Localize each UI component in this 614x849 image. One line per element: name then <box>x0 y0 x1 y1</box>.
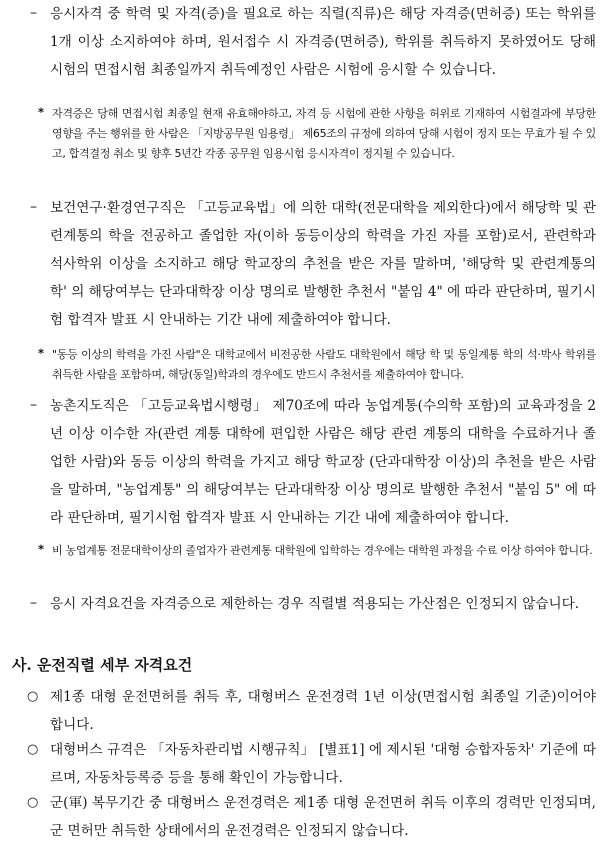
note-text: "동등 이상의 학력을 가진 사람"은 대학교에서 비전공한 사람도 대학원에서 해당 학 및 동일계통 학의 석·박사 학위를 취득한 사람을 포함하며, 해당(동일)학과의 경우에도 반드시 추천서를 제출하여야 합니다. <box>52 348 596 381</box>
paragraph-text: 응시자격 중 학력 및 자격(증)을 필요로 하는 직렬(직류)은 해당 자격증(면허증) 또는 학위를 1개 이상 소지하여야 하며, 원서접수 시 자격증(면허증), 학위를 취득하지 못하였어도 당해 시험의 면접시험 최종일까지 취득예정인 사람은 시험에 응시할 수 있습니다. <box>50 6 596 78</box>
section-heading: 사. 운전직렬 세부 자격요건 <box>12 656 193 674</box>
circle-bullet: ○ <box>27 689 39 704</box>
note-asterisk: * <box>38 542 45 556</box>
paragraph-text: 응시 자격요건을 자격증으로 제한하는 경우 직렬별 적용되는 가산점은 인정되지 않습니다. <box>50 596 580 612</box>
circle-bullet: ○ <box>27 742 39 757</box>
note-asterisk: * <box>38 105 45 119</box>
note-asterisk: * <box>38 346 45 360</box>
section-item-text: 제1종 대형 운전면허를 취득 후, 대형버스 운전경력 1년 이상(면접시험 최종일 기준)이어야 합니다. <box>50 689 596 733</box>
section-item-text: 대형버스 규격은 「자동차관리법 시행규칙」 [별표1] 에 제시된 '대형 승합자동차' 기준에 따르며, 자동차등록증 등을 통해 확인이 가능합니다. <box>50 742 596 786</box>
circle-bullet: ○ <box>27 795 39 810</box>
paragraph-text: 보건연구·환경연구직은 「고등교육법」에 의한 대학(전문대학을 제외한다)에서 해당학 및 관련계통의 학을 전공하고 졸업한 자(이하 동등이상의 학력을 가진 자를 포함)로서, 관련학과 석사학위 이상을 소지하고 해당 학교장의 추천을 받은 자를 말하며, '해당학 및 관련계통의 학' 의 해당여부는 단과대학장 이상 명의로 발행한 추천서 "붙임 4" 에 따라 판단하며, 필기시험 합격자 발표 시 안내하는 기간 내에 제출하여야 합니다. <box>50 200 596 328</box>
paragraph-text: 농촌지도직은 「고등교육법시행령」 제70조에 따라 농업계통(수의학 포함)의 교육과정을 2년 이상 이수한 자(관련 계통 대학에 편입한 사람은 해당 관련 계통의 대학을 수료하거나 졸업한 사람)와 동등 이상의 학력을 가지고 해당 학교장 (단과대학장 이상)의 추천을 받은 사람을 말하며, "농업계통" 의 해당여부는 단과대학장 이상 명의로 발행한 추천서 "붙임 5" 에 따라 판단하며, 필기시험 합격자 발표 시 안내하는 기간 내에 제출하여야 합니다. <box>50 398 596 526</box>
dash-bullet: – <box>30 199 37 215</box>
dash-bullet: – <box>30 5 37 21</box>
note-text: 자격증은 당해 면접시험 최종일 현재 유효해야하고, 자격 등 시험에 관한 사항을 허위로 기재하여 시험결과에 부당한 영향을 주는 행위를 한 사람은 「지방공무원 임용령」 제65조의 규정에 의하여 당해 시험이 정지 또는 무효가 될 수 있고, 합격결정 취소 및 향후 5년간 각종 공무원 임용시험 응시자격이 정지될 수 있습니다. <box>52 107 596 160</box>
dash-bullet: – <box>30 397 37 413</box>
dash-bullet: – <box>30 595 37 611</box>
note-text: 비 농업계통 전문대학이상의 졸업자가 관련계통 대학원에 입학하는 경우에는 대학원 과정을 수료 이상 하여야 합니다. <box>52 544 593 557</box>
section-item-text: 군(軍) 복무기간 중 대형버스 운전경력은 제1종 대형 운전면허 취득 이후의 경력만 인정되며, 군 면허만 취득한 상태에서의 운전경력은 인정되지 않습니다. <box>50 795 596 839</box>
